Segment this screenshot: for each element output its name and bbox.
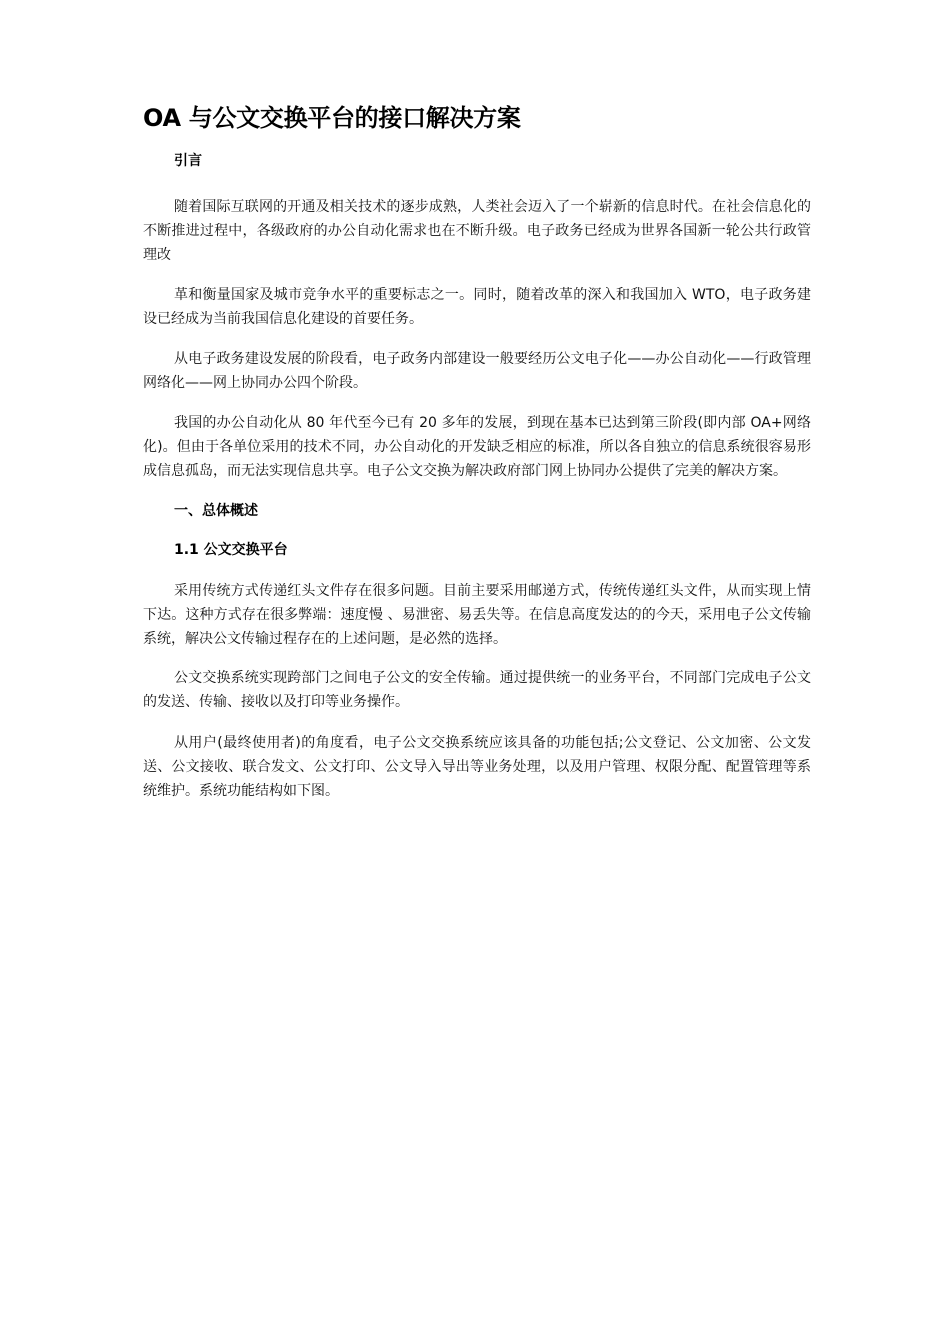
paragraph-intro-2: 革和衡量国家及城市竞争水平的重要标志之一。同时，随着改革的深入和我国加入 WTO，电子政务建设已经成为当前我国信息化建设的首要任务。 — [143, 287, 811, 327]
section-heading-exchange-platform: 1.1 公文交换平台 — [174, 542, 288, 558]
intro-heading: 引言 — [174, 153, 202, 169]
paragraph-section-2: 公文交换系统实现跨部门之间电子公文的安全传输。通过提供统一的业务平台，不同部门完成电子公文的发送、传输、接收以及打印等业务操作。 — [143, 670, 811, 710]
paragraph-intro-3: 从电子政务建设发展的阶段看，电子政务内部建设一般要经历公文电子化——办公自动化——行政管理网络化——网上协同办公四个阶段。 — [143, 351, 811, 391]
paragraph-section-3: 从用户(最终使用者)的角度看，电子公文交换系统应该具备的功能包括;公文登记、公文加密、公文发送、公文接收、联合发文、公文打印、公文导入导出等业务处理，以及用户管理、权限分配、配置管理等系统维护。系统功能结构如下图。 — [143, 735, 811, 799]
document-title: OA 与公文交换平台的接口解决方案 — [143, 104, 521, 132]
paragraph-intro-1: 随着国际互联网的开通及相关技术的逐步成熟，人类社会迈入了一个崭新的信息时代。在社会信息化的不断推进过程中，各级政府的办公自动化需求也在不断升级。电子政务已经成为世界各国新一轮公共行政管理改 — [143, 199, 811, 263]
section-heading-overview: 一、总体概述 — [174, 503, 258, 519]
document-page — [143, 100, 811, 803]
paragraph-intro-4: 我国的办公自动化从 80 年代至今已有 20 多年的发展，到现在基本已达到第三阶段(即内部 OA+网络化)。但由于各单位采用的技术不同，办公自动化的开发缺乏相应的标准，所以各自独立的信息系统很容易形成信息孤岛，而无法实现信息共享。电子公文交换为解决政府部门网上协同办公提供了完美的解决方案。 — [143, 415, 811, 479]
paragraph-section-1: 采用传统方式传递红头文件存在很多问题。目前主要采用邮递方式，传统传递红头文件，从而实现上情下达。这种方式存在很多弊端：速度慢 、易泄密、易丢失等。在信息高度发达的的今天，采用电子公文传输系统，解决公文传输过程存在的上述问题，是必然的选择。 — [143, 583, 811, 647]
